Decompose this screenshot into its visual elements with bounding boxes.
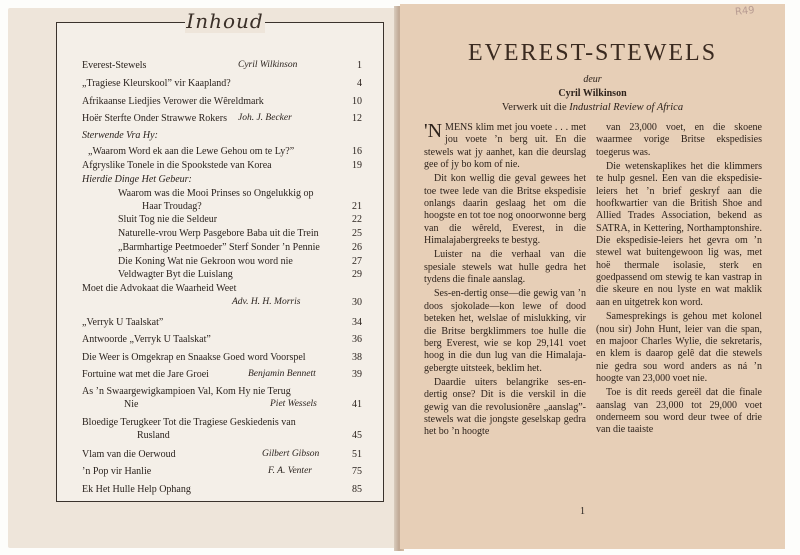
toc-entry-title: Waarom was die Mooi Prinses so Ongelukkig op <box>118 188 314 199</box>
toc-entry-title: Nie <box>124 399 139 410</box>
paragraph-text: Die wetenskaplikes het die klimmers te hulp gesnel. Een van die ekspedisie-leiers het ’n brief geskryf aan die hoofkwartier van die British Shoe and Allied Trades Association, bekend as SATRA, in Kettering, Northamptonshire. Die ekspedisie-leiers het gevra om ’n stewel wat buitengewoon lig was, met hoë thermale isolasie, sterk en goedpassend om stewig te kan vastrap in die skeure en nou lyste en wat maklik aan en uitgetrek kon word. <box>596 161 762 308</box>
byline-deur: deur <box>583 74 602 85</box>
stamp-mark: R49 <box>734 5 756 18</box>
toc-entry-title: Bloedige Terugkeer Tot die Tragiese Geskiedenis van <box>82 417 296 428</box>
toc-entry-page: 22 <box>352 214 362 225</box>
toc-entry-title: Die Koning Wat nie Gekroon wou word nie <box>118 256 293 267</box>
toc-entry-title: Die Weer is Omgekrap en Snaakse Goed word Voorspel <box>82 352 306 363</box>
paragraph-text: van 23,000 voet, en die skoene waarmee vorige Britse ekspedisies toegerus was. <box>596 122 762 158</box>
toc-entry-title: Ek Het Hulle Help Ophang <box>82 484 191 495</box>
article-paragraph <box>424 249 586 286</box>
toc-entry-page: 10 <box>352 96 362 107</box>
toc-entry-author: Gilbert Gibson <box>262 449 320 459</box>
toc-entry-page: 39 <box>352 369 362 380</box>
article-column-1 <box>424 122 586 441</box>
toc-entry-page: 4 <box>357 78 362 89</box>
paragraph-text: MENS klim met jou voete . . . met jou voete ’n berg uit. En die stewels wat jy aanhet, kan die deurslag gee of jy bo kom of nie. <box>424 122 586 171</box>
toc-entry-title: Fortuine wat met die Jare Groei <box>82 369 209 380</box>
paragraph-text: Ses-en-dertig onse—die gewig van ’n doos sjokolade—kon lewe of dood beteken het, welslae of mislukking, vir die Britse bergklimmers toe hulle die berg Everest, wie se kop 29,141 voet hoog in die dun lug van die Himalaja-gebergte uitsteek, beklim het. <box>424 288 586 374</box>
article-paragraph <box>424 122 586 171</box>
toc-entry-page: 36 <box>352 334 362 345</box>
toc-entry-author: F. A. Venter <box>268 466 312 476</box>
toc-title: Inhoud <box>186 9 264 33</box>
page-number: 1 <box>580 506 585 517</box>
article-paragraph <box>596 161 762 309</box>
toc-entry-page: 29 <box>352 269 362 280</box>
toc-entry-title: Everest-Stewels <box>82 60 147 71</box>
toc-entry-title: Naturelle-vrou Werp Pasgebore Baba uit die Trein <box>118 228 319 239</box>
toc-entry-title: „Verryk U Taalskat” <box>82 317 164 328</box>
toc-entry-page: 45 <box>352 430 362 441</box>
article-paragraph <box>424 173 586 247</box>
toc-entry-page: 26 <box>352 242 362 253</box>
toc-entry-author: Benjamin Bennett <box>248 369 316 379</box>
byline-author: Cyril Wilkinson <box>558 88 627 99</box>
toc-entry-page: 19 <box>352 160 362 171</box>
toc-entry-page: 75 <box>352 466 362 477</box>
paragraph-text: Daardie uiters belangrike ses-en-dertig onse? Dit is die verskil in die gewig van die revolusionêre „aanslag”-stewels wat die jongste geselskap gedra het bo ’n hoogte <box>424 376 586 438</box>
toc-entry-author: Cyril Wilkinson <box>238 60 298 70</box>
toc-entry-title: As ’n Swaargewigkampioen Val, Kom Hy nie Terug <box>82 386 291 397</box>
source-prefix: Verwerk uit die <box>501 102 567 113</box>
toc-entry-title: „Barmhartige Peetmoeder” Sterf Sonder ’n Pennie <box>118 242 320 253</box>
toc-entry-page: 34 <box>352 317 362 328</box>
toc-entry-page: 1 <box>357 60 362 71</box>
toc-entry-page: 12 <box>352 113 362 124</box>
toc-entry-title: Afgryslike Tonele in die Spookstede van Korea <box>82 160 272 171</box>
toc-entry-page: 30 <box>352 297 362 308</box>
toc-entry-title: Haar Troudag? <box>142 201 202 212</box>
article-paragraph <box>424 377 586 439</box>
paragraph-text: Samesprekings is gehou met kolonel (nou sir) John Hunt, leier van die span, en majoor Charles Wylie, die sekretaris, en klem is daarop gelê dat die stewels nie gedra sou word anders as ná ’n hoogte van 23,000 voet nie. <box>596 311 762 384</box>
article-source <box>400 102 785 113</box>
toc-entry-title: Vlam van die Oerwoud <box>82 449 176 460</box>
toc-entry-page: 85 <box>352 484 362 495</box>
toc-entry-page: 38 <box>352 352 362 363</box>
drop-cap: 'N <box>424 120 443 142</box>
article-paragraph <box>596 387 762 436</box>
toc-entry-title: „Waarom Word ek aan die Lewe Gehou om te Ly?” <box>88 146 295 157</box>
toc-entry-title: Hoër Sterfte Onder Strawwe Rokers <box>82 113 227 124</box>
toc-entry-title: Sluit Tog nie die Seldeur <box>118 214 218 225</box>
toc-entry-title: ’n Pop vir Hanlie <box>82 466 152 477</box>
toc-entry-title: Moet die Advokaat die Waarheid Weet <box>82 283 237 294</box>
toc-entry-author: Adv. H. H. Morris <box>232 297 301 307</box>
paragraph-text: Toe is dit reeds gereël dat die finale aanslag van 23,000 tot 29,000 voet onderneem sou word deur twee of drie van die taaiste <box>596 387 762 436</box>
toc-entry-title: Afrikaanse Liedjies Verower die Wêreldmark <box>82 96 264 107</box>
toc-entry-page: 27 <box>352 256 362 267</box>
toc-entry-author: Joh. J. Becker <box>238 113 292 123</box>
toc-entry-title: Antwoorde „Verryk U Taalskat” <box>82 334 211 345</box>
source-name: Industrial Review of Africa <box>569 102 684 113</box>
toc-entry-title: „Tragiese Kleurskool” vir Kaapland? <box>82 78 231 89</box>
toc-entry-page: 41 <box>352 399 362 410</box>
toc-entry-page: 25 <box>352 228 362 239</box>
toc-entry-title: Veldwagter Byt die Luislang <box>118 269 233 280</box>
article-paragraph <box>596 122 762 159</box>
article-column-2 <box>596 122 762 439</box>
toc-entry-page: 51 <box>352 449 362 460</box>
article-paragraph <box>424 288 586 374</box>
paragraph-text: Luister na die verhaal van die spesiale stewels wat hulle gedra het tydens die finale aanslag. <box>424 249 586 286</box>
toc-entry-page: 16 <box>352 146 362 157</box>
toc-entry-title: Hierdie Dinge Het Gebeur: <box>82 174 192 185</box>
toc-entry-title: Sterwende Vra Hy: <box>82 130 158 141</box>
toc-entry-title: Rusland <box>137 430 170 441</box>
toc-entry-page: 21 <box>352 201 362 212</box>
paragraph-text: Dit kon wellig die geval gewees het toe twee lede van die Britse ekspedisie onlangs daarin geslaag het om die hoogste en tot toe nog onoorwonne berg van die wêreld, Everest, in die Himalajabergreeks te bestyg. <box>424 173 586 247</box>
article-paragraph <box>596 311 762 385</box>
article-title: EVEREST-STEWELS <box>467 40 718 66</box>
toc-entry-author: Piet Wessels <box>270 399 317 409</box>
